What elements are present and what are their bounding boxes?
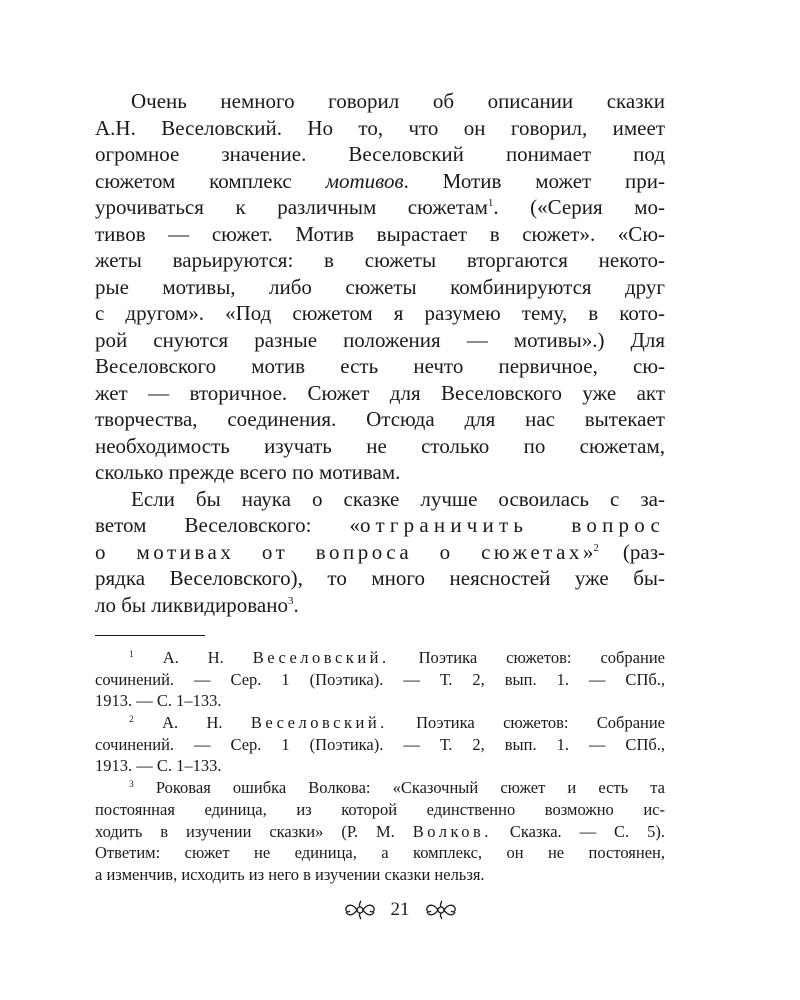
text-fragment: Сказка. — С. 5). (491, 821, 665, 841)
text-line-17 (95, 512, 665, 539)
text-line-11: Веселовского мотив есть нечто первичное, сю- (95, 354, 665, 378)
footnote-marker-2: 2 (129, 715, 134, 726)
text-fragment: урочиваться к различным сюжетам (95, 195, 488, 219)
text-fragment: . («Серия мо- (493, 195, 665, 219)
text-line-15: сколько прежде всего по мотивам. (95, 460, 401, 484)
footnote-2-line-2: сочинений. — Сер. 1 (Поэтика). — Т. 2, вып. 1. — СПб., (95, 734, 665, 754)
text-line-10: рой снуются разные положения — мотивы».) Для (95, 327, 665, 352)
footnotes (95, 647, 665, 886)
spaced-quote: о мотивах от вопроса о сюжетах (95, 539, 583, 564)
footnote-3 (95, 777, 665, 799)
footnote-ref-3[interactable]: 3 (287, 594, 294, 607)
footnote-3-line-3 (95, 821, 665, 843)
text-fragment: » (582, 539, 594, 564)
text-line-13: творчества, соединения. Отсюда для нас вытекает (95, 407, 665, 431)
spaced-author: Веселовский. (250, 713, 388, 733)
footnote-3-line-2: постоянная единица, из которой единственно возможно ис- (95, 799, 665, 819)
spaced-author: Волков. (412, 821, 492, 841)
footnote-divider (95, 635, 205, 636)
text-fragment: ветом Веселовского: « (95, 513, 361, 537)
footnote-ref-1[interactable]: 1 (487, 197, 494, 209)
floral-ornament-icon (343, 900, 377, 920)
text-fragment: ходить в изучении сказки» (Р. М. (95, 821, 413, 841)
footnote-marker-1: 1 (129, 650, 134, 660)
page-number: 21 (390, 899, 410, 920)
italic-term-motifs: мотивов (325, 168, 404, 193)
footnote-1 (95, 647, 665, 669)
text-fragment: (раз- (598, 539, 666, 564)
text-line-2: А.Н. Веселовский. Но то, что он говорил, имеет (95, 115, 665, 140)
main-text (95, 88, 665, 618)
footnote-2-line-3: 1913. — С. 1–133. (95, 756, 222, 776)
text-line-18 (95, 539, 665, 566)
text-fragment: Поэтика сюжетов: Собрание (387, 713, 665, 733)
text-line-8: рые мотивы, либо сюжеты комбинируются друг (95, 274, 665, 299)
text-line-20 (95, 592, 665, 619)
text-fragment: А. Н. (133, 648, 253, 667)
text-line-19: рядка Веселовского), то много неясностей уже бы- (95, 566, 665, 590)
text-line-12: жет — вторичное. Сюжет для Веселовского уже акт (95, 380, 665, 405)
text-fragment: . Мотив может при- (403, 168, 665, 193)
text-fragment: А. Н. (133, 713, 251, 733)
footnote-3-line-4: Ответим: сюжет не единица, а комплекс, он не постоянен, (95, 843, 665, 863)
text-fragment: . (293, 592, 299, 617)
text-fragment: Поэтика сюжетов: собрание (389, 648, 665, 667)
spaced-quote: отграничить вопрос (360, 513, 665, 537)
footnote-ref-2[interactable]: 2 (593, 541, 599, 554)
footnote-1-line-2: сочинений. — Сер. 1 (Поэтика). — Т. 2, вып. 1. — СПб., (95, 669, 665, 689)
text-line-9: с другом». «Под сюжетом я разумею тему, в кото- (95, 301, 665, 325)
text-fragment: сюжетом комплекс (95, 168, 292, 193)
footnote-2 (95, 712, 665, 734)
spaced-author: Веселовский. (252, 648, 390, 667)
text-line-16: Если бы наука о сказке лучше освоилась с за- (131, 486, 665, 511)
text-line-4 (95, 168, 665, 195)
text-fragment: ло бы ликвидировано (95, 592, 288, 617)
footnote-marker-3: 3 (129, 780, 134, 791)
footnote-3-line-5: а изменчив, исходить из него в изучении сказки нельзя. (95, 864, 485, 884)
floral-ornament-icon (424, 900, 458, 920)
page-footer (0, 895, 800, 925)
footnote-1-line-3: 1913. — С. 1–133. (95, 691, 222, 711)
text-line-6: тивов — сюжет. Мотив вырастает в сюжет». «Сю- (95, 221, 665, 246)
text-line-1: Очень немного говорил об описании сказки (131, 89, 665, 113)
text-fragment: Роковая ошибка Волкова: «Сказочный сюжет и есть та (133, 778, 665, 798)
text-line-5 (95, 194, 665, 221)
text-line-3: огромное значение. Веселовский понимает под (95, 142, 665, 166)
text-line-14: необходимость изучать не столько по сюжетам, (95, 433, 665, 458)
text-line-7: жеты варьируются: в сюжеты вторгаются некото- (95, 248, 665, 272)
